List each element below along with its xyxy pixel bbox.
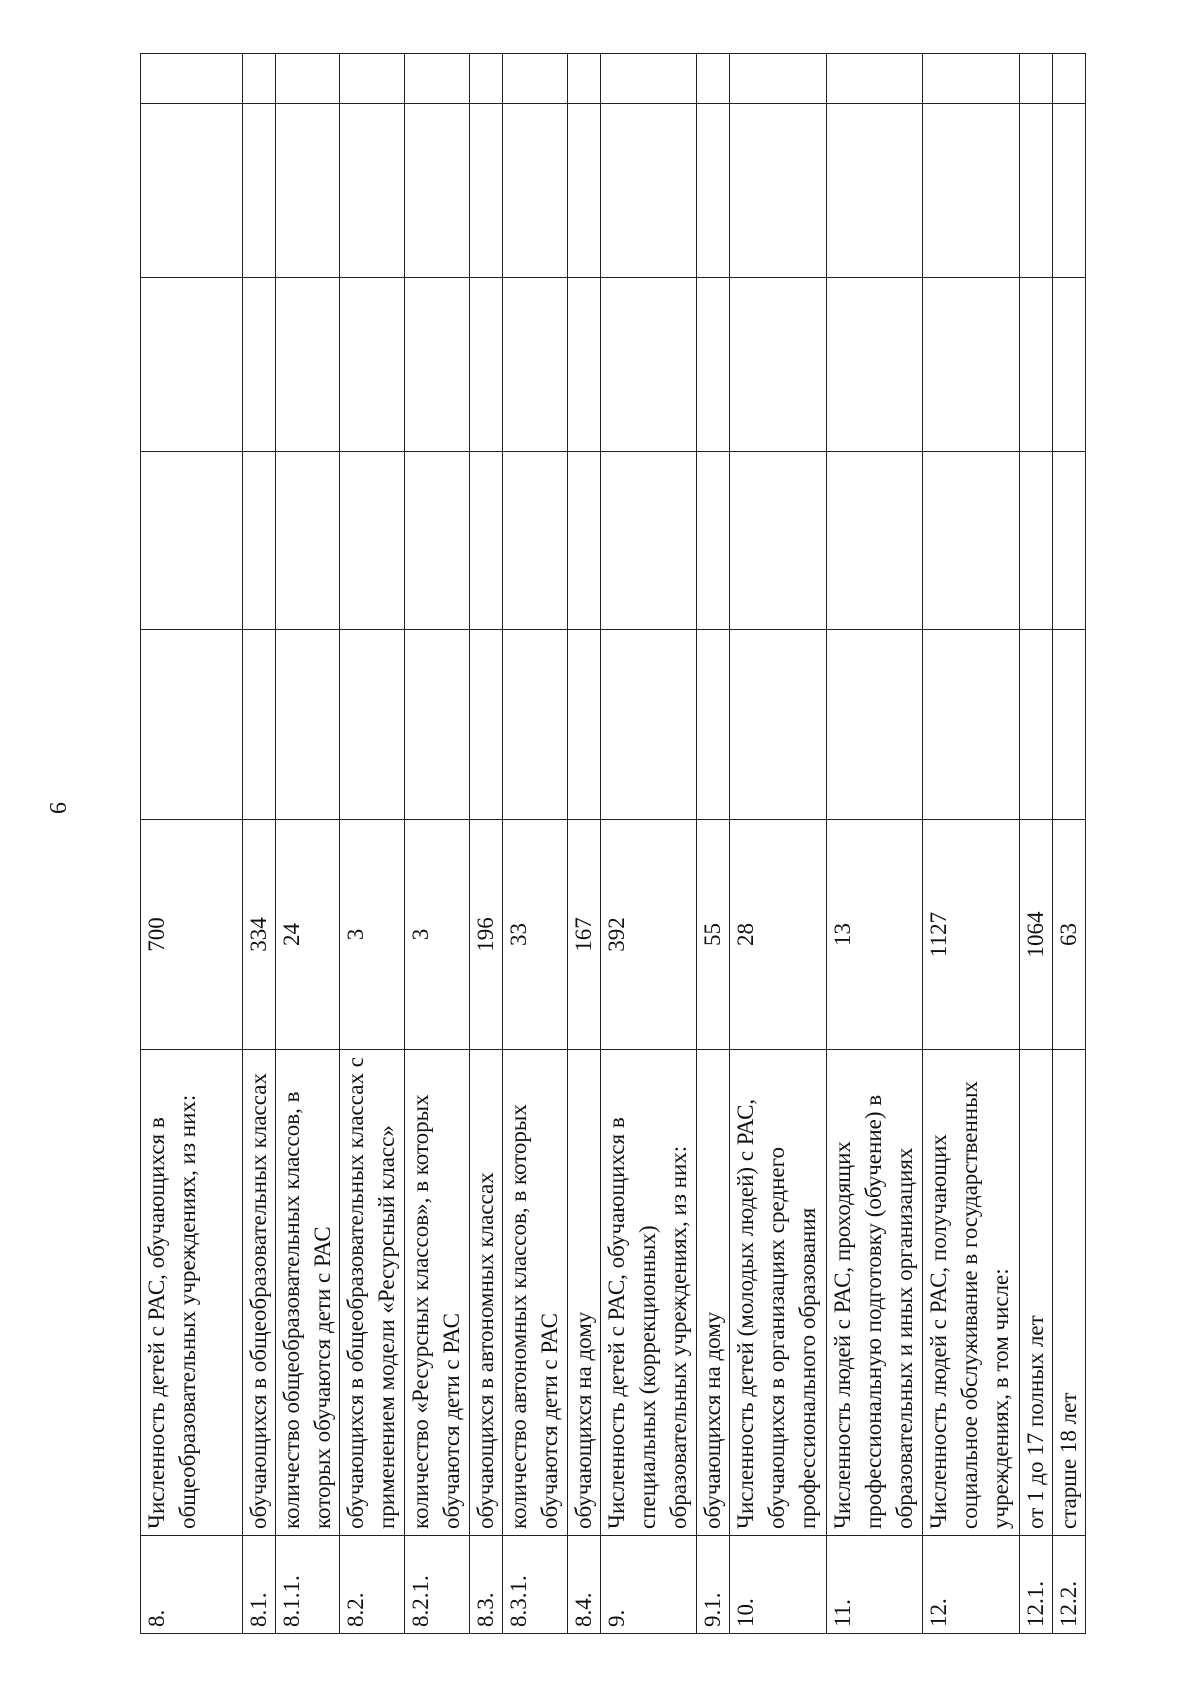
empty-cell xyxy=(923,630,1020,820)
row-value-cell: 3 xyxy=(405,820,470,1050)
empty-cell xyxy=(1053,630,1086,820)
empty-cell xyxy=(1020,630,1053,820)
empty-cell xyxy=(826,630,923,820)
table-row xyxy=(1020,54,1053,1634)
row-number-cell: 8.1.1. xyxy=(275,1536,340,1634)
row-description-cell: обучающихся в общеобразовательных классах с применением модели «Ресурсный класс» xyxy=(340,1050,405,1536)
empty-cell xyxy=(470,630,503,820)
row-description-cell: обучающихся в общеобразовательных классах xyxy=(242,1050,275,1536)
empty-cell xyxy=(600,278,697,452)
empty-cell xyxy=(405,54,470,104)
row-value-cell: 33 xyxy=(502,820,567,1050)
table-row xyxy=(502,54,567,1634)
empty-cell xyxy=(697,452,730,630)
table-body xyxy=(141,54,1086,1634)
empty-cell xyxy=(1053,54,1086,104)
empty-cell xyxy=(405,104,470,278)
row-description-cell: Численность людей с РАС, получающих социальное обслуживание в государственных учреждениях, в том числе: xyxy=(923,1050,1020,1536)
empty-cell xyxy=(502,54,567,104)
empty-cell xyxy=(242,104,275,278)
empty-cell xyxy=(1020,452,1053,630)
table-row xyxy=(141,54,243,1634)
row-value-cell: 3 xyxy=(340,820,405,1050)
empty-cell xyxy=(275,278,340,452)
empty-cell xyxy=(405,278,470,452)
row-description-cell: обучающихся на дому xyxy=(567,1050,600,1536)
row-description-cell: Численность детей с РАС, обучающихся в общеобразовательных учреждениях, из них: xyxy=(141,1050,243,1536)
row-value-cell: 24 xyxy=(275,820,340,1050)
row-number-cell: 8. xyxy=(141,1536,243,1634)
empty-cell xyxy=(502,104,567,278)
row-value-cell: 1064 xyxy=(1020,820,1053,1050)
empty-cell xyxy=(242,54,275,104)
table-row xyxy=(600,54,697,1634)
table-row xyxy=(1053,54,1086,1634)
row-value-cell: 167 xyxy=(567,820,600,1050)
table-row xyxy=(470,54,503,1634)
row-number-cell: 8.2.1. xyxy=(405,1536,470,1634)
row-number-cell: 12.1. xyxy=(1020,1536,1053,1634)
empty-cell xyxy=(340,452,405,630)
row-number-cell: 12. xyxy=(923,1536,1020,1634)
row-number-cell: 12.2. xyxy=(1053,1536,1086,1634)
row-number-cell: 9.1. xyxy=(697,1536,730,1634)
empty-cell xyxy=(502,630,567,820)
rotated-table-container xyxy=(140,54,1086,1634)
empty-cell xyxy=(340,54,405,104)
row-description-cell: старше 18 лет xyxy=(1053,1050,1086,1536)
empty-cell xyxy=(141,54,243,104)
empty-cell xyxy=(697,54,730,104)
empty-cell xyxy=(502,452,567,630)
empty-cell xyxy=(470,278,503,452)
empty-cell xyxy=(923,278,1020,452)
row-number-cell: 8.1. xyxy=(242,1536,275,1634)
page-number: 9 xyxy=(44,802,70,814)
empty-cell xyxy=(826,104,923,278)
empty-cell xyxy=(1053,104,1086,278)
empty-cell xyxy=(567,630,600,820)
row-value-cell: 63 xyxy=(1053,820,1086,1050)
row-number-cell: 8.3.1. xyxy=(502,1536,567,1634)
empty-cell xyxy=(730,54,827,104)
empty-cell xyxy=(470,54,503,104)
empty-cell xyxy=(826,278,923,452)
empty-cell xyxy=(730,278,827,452)
row-description-cell: от 1 до 17 полных лет xyxy=(1020,1050,1053,1536)
empty-cell xyxy=(600,630,697,820)
empty-cell xyxy=(275,630,340,820)
table-row xyxy=(730,54,827,1634)
table-row xyxy=(242,54,275,1634)
empty-cell xyxy=(340,104,405,278)
empty-cell xyxy=(697,630,730,820)
table-row xyxy=(826,54,923,1634)
row-value-cell: 196 xyxy=(470,820,503,1050)
table-row xyxy=(275,54,340,1634)
empty-cell xyxy=(275,452,340,630)
empty-cell xyxy=(923,54,1020,104)
empty-cell xyxy=(340,630,405,820)
empty-cell xyxy=(567,278,600,452)
row-description-cell: количество «Ресурсных классов», в которых обучаются дети с РАС xyxy=(405,1050,470,1536)
row-value-cell: 13 xyxy=(826,820,923,1050)
empty-cell xyxy=(567,54,600,104)
empty-cell xyxy=(826,452,923,630)
empty-cell xyxy=(923,452,1020,630)
table-row xyxy=(405,54,470,1634)
row-value-cell: 334 xyxy=(242,820,275,1050)
row-value-cell: 28 xyxy=(730,820,827,1050)
row-number-cell: 9. xyxy=(600,1536,697,1634)
row-description-cell: Численность людей с РАС, проходящих профессиональную подготовку (обучение) в образовательных и иных организациях xyxy=(826,1050,923,1536)
row-number-cell: 11. xyxy=(826,1536,923,1634)
empty-cell xyxy=(275,54,340,104)
row-description-cell: количество общеобразовательных классов, в которых обучаются дети с РАС xyxy=(275,1050,340,1536)
empty-cell xyxy=(141,452,243,630)
empty-cell xyxy=(470,104,503,278)
empty-cell xyxy=(1020,104,1053,278)
empty-cell xyxy=(923,104,1020,278)
row-value-cell: 1127 xyxy=(923,820,1020,1050)
table-row xyxy=(697,54,730,1634)
empty-cell xyxy=(470,452,503,630)
row-description-cell: Численность детей (молодых людей) с РАС, обучающихся в организациях среднего профессионального образования xyxy=(730,1050,827,1536)
empty-cell xyxy=(242,452,275,630)
empty-cell xyxy=(1053,278,1086,452)
empty-cell xyxy=(1020,54,1053,104)
empty-cell xyxy=(405,452,470,630)
empty-cell xyxy=(697,104,730,278)
row-number-cell: 10. xyxy=(730,1536,827,1634)
empty-cell xyxy=(600,104,697,278)
empty-cell xyxy=(730,104,827,278)
row-value-cell: 700 xyxy=(141,820,243,1050)
empty-cell xyxy=(600,54,697,104)
empty-cell xyxy=(826,54,923,104)
empty-cell xyxy=(340,278,405,452)
row-value-cell: 55 xyxy=(697,820,730,1050)
row-description-cell: обучающихся в автономных классах xyxy=(470,1050,503,1536)
empty-cell xyxy=(730,630,827,820)
empty-cell xyxy=(502,278,567,452)
row-value-cell: 392 xyxy=(600,820,697,1050)
empty-cell xyxy=(242,630,275,820)
empty-cell xyxy=(141,278,243,452)
table-row xyxy=(923,54,1020,1634)
row-number-cell: 8.4. xyxy=(567,1536,600,1634)
row-description-cell: Численность детей с РАС, обучающихся в специальных (коррекционных) образовательных учреждениях, из них: xyxy=(600,1050,697,1536)
empty-cell xyxy=(730,452,827,630)
table-row xyxy=(567,54,600,1634)
empty-cell xyxy=(405,630,470,820)
row-number-cell: 8.2. xyxy=(340,1536,405,1634)
table-row xyxy=(340,54,405,1634)
empty-cell xyxy=(697,278,730,452)
statistics-table xyxy=(140,53,1086,1634)
empty-cell xyxy=(567,452,600,630)
empty-cell xyxy=(567,104,600,278)
row-description-cell: количество автономных классов, в которых обучаются дети с РАС xyxy=(502,1050,567,1536)
row-description-cell: обучающихся на дому xyxy=(697,1050,730,1536)
empty-cell xyxy=(242,278,275,452)
empty-cell xyxy=(600,452,697,630)
empty-cell xyxy=(1053,452,1086,630)
empty-cell xyxy=(1020,278,1053,452)
empty-cell xyxy=(141,630,243,820)
row-number-cell: 8.3. xyxy=(470,1536,503,1634)
empty-cell xyxy=(141,104,243,278)
empty-cell xyxy=(275,104,340,278)
